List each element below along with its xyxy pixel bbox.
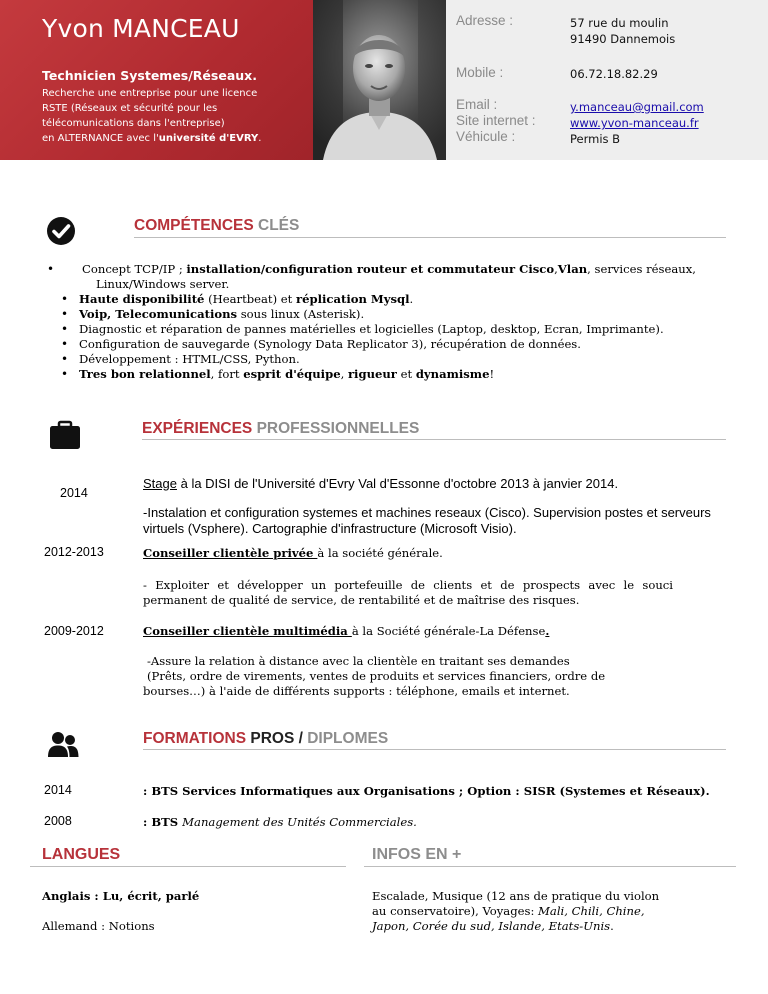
section-title-infos: INFOS EN + (372, 846, 462, 863)
list-item: • Concept TCP/IP ; installation/configuration routeur et commutateur Cisco,Vlan, services réseaux, Linux/Windows server. (78, 262, 738, 292)
list-item: • Voip, Telecomunications sous linux (Asterisk). (78, 307, 738, 322)
desc-line: Recherche une entreprise pour une licence (42, 88, 258, 99)
address-label: Adresse : (456, 13, 514, 28)
list-item: • Configuration de sauvegarde (Synology Data Replicator 3), récupération de données. (78, 337, 738, 352)
desc-line: télécomunications dans l'entreprise) (42, 118, 225, 129)
competences-list (78, 262, 738, 382)
header-banner (0, 0, 313, 160)
experience-heading: Conseiller clientèle privée à la société générale. (143, 546, 443, 560)
list-item: • Tres bon relationnel, fort esprit d'équipe, rigueur et dynamisme! (78, 367, 738, 382)
desc-line: en ALTERNANCE avec l'université d'EVRY. (42, 133, 262, 144)
candidate-name: Yvon MANCEAU (42, 14, 240, 43)
formation-year: 2008 (44, 814, 72, 828)
language-german: Allemand : Notions (42, 919, 155, 933)
section-title-experiences: EXPÉRIENCES PROFESSIONNELLES (142, 420, 420, 437)
section-divider (142, 439, 726, 440)
section-divider (30, 866, 346, 867)
email-value (570, 99, 704, 147)
header-description (42, 86, 261, 146)
site-label: Site internet : (456, 113, 536, 128)
experience-heading: Stage à la DISI de l'Université d'Evry Val d'Essonne d'octobre 2013 à janvier 2014. (143, 476, 619, 491)
infos-text: Escalade, Musique (12 ans de pratique du violon au conservatoire), Voyages: Mali, Chili, Chine, Japon, Corée du sud, Islande, Etats-Unis. (372, 889, 660, 933)
mobile-label: Mobile : (456, 65, 504, 80)
experience-year: 2012-2013 (44, 545, 104, 559)
list-item: • Développement : HTML/CSS, Python. (78, 352, 738, 367)
address-line: 91490 Dannemois (570, 32, 676, 46)
email-link[interactable]: y.manceau@gmail.com (570, 100, 704, 114)
section-divider (364, 866, 736, 867)
formation-item: : BTS Management des Unités Commerciales. (143, 815, 417, 829)
list-item: • Haute disponibilité (Heartbeat) et réplication Mysql. (78, 292, 738, 307)
email-label: Email : (456, 97, 498, 112)
users-icon (46, 727, 80, 761)
address-value (570, 15, 675, 47)
website-link[interactable]: www.yvon-manceau.fr (570, 116, 699, 130)
language-english: Anglais : Lu, écrit, parlé (42, 889, 200, 903)
briefcase-icon (48, 418, 82, 452)
profile-photo (313, 0, 446, 160)
desc-line: RSTE (Réseaux et sécurité pour les (42, 103, 218, 114)
section-divider (143, 749, 726, 750)
experience-description: - Exploiter et développer un portefeuille de clients et de prospects avec le souci permanent de qualité de service, de rentabilité et de maîtrise des risques. (143, 578, 673, 607)
experience-year: 2009-2012 (44, 624, 104, 638)
section-title-langues: LANGUES (42, 846, 121, 863)
experience-year: 2014 (60, 486, 88, 500)
section-title-competences: COMPÉTENCES CLÉS (134, 217, 300, 234)
list-item: • Diagnostic et réparation de pannes matérielles et logicielles (Laptop, desktop, Ecran, Imprimante). (78, 322, 738, 337)
check-circle-icon (44, 214, 78, 248)
formation-item: : BTS Services Informatiques aux Organisations ; Option : SISR (Systemes et Réseaux). (143, 784, 710, 798)
experience-description: -Assure la relation à distance avec la clientèle en traitant ses demandes (Prêts, ordre de virements, ventes de produits et services financiers, ordre de bourses…) à l'aide de différents supports : téléphone, emails et internet. (143, 654, 606, 698)
section-divider (134, 237, 726, 238)
contact-panel (446, 0, 768, 160)
vehicle-label: Véhicule : (456, 129, 516, 144)
portrait-image (313, 0, 446, 160)
experience-description: -Instalation et configuration systemes et machines reseaux (Cisco). Supervision postes et serveurs virtuels (Vsphere). Cartographie d'infrastructure (Microsoft Visio). (143, 505, 711, 536)
formation-year: 2014 (44, 783, 72, 797)
address-line: 57 rue du moulin (570, 16, 669, 30)
experience-heading: Conseiller clientèle multimédia à la Société générale-La Défense. (143, 624, 550, 638)
vehicle-value: Permis B (570, 132, 621, 146)
mobile-value: 06.72.18.82.29 (570, 67, 658, 81)
section-title-formations: FORMATIONS PROS / DIPLOMES (143, 730, 389, 747)
job-title: Technicien Systemes/Réseaux. (42, 68, 257, 83)
